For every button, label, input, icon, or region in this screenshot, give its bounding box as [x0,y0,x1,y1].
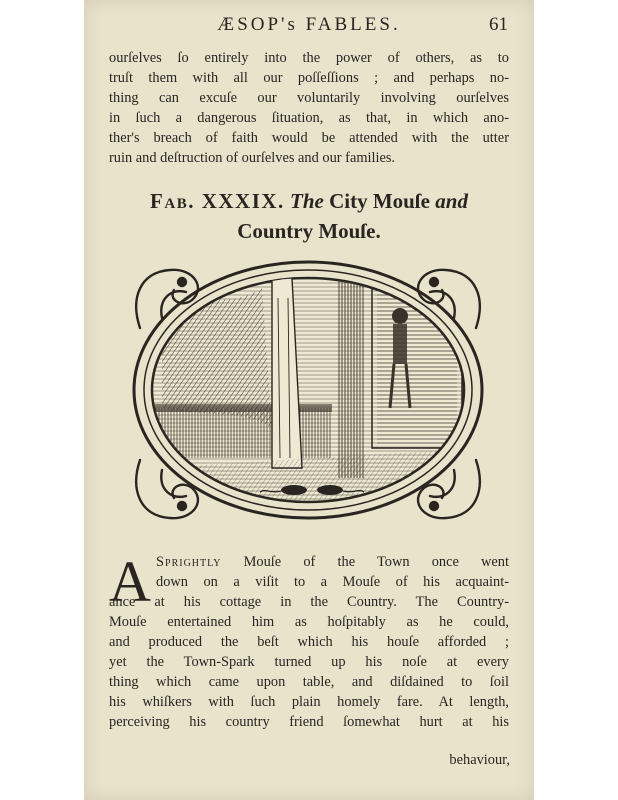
text-line: ruin and deſtruction of ourſelves and our families. [109,150,396,166]
text-line: his whiſkers with ſuch plain homely fare. At length, [109,694,509,710]
text-line: truſt them with all our poſſeſſions ; and perhaps no- [109,70,509,86]
page-number: 61 [489,14,508,35]
title-word: and [435,189,468,213]
text-line: ourſelves ſo entirely into the power of others, as to [109,50,509,66]
title-word: City Mouſe [329,189,431,213]
running-head: ÆSOP's FABLES. [217,14,401,35]
fable-heading [109,186,509,246]
text-line: perceiving his country friend ſomewhat hurt at his [109,714,509,730]
text-line: yet the Town-Spark turned up his noſe at every [109,654,509,670]
first-word: Sprightly [156,554,222,570]
title-line-2: Country Mouſe. [237,219,381,243]
text-line: ance at his cottage in the Country. The Country- [109,594,509,610]
woodcut-illustration [122,258,494,530]
text-line: and produced the beſt which his houſe afforded ; [109,634,509,650]
text-line: Mouſe entertained him as hoſpitably as he could, [109,614,509,630]
book-page [84,0,534,800]
text-line: thing can excuſe our voluntarily involving ourſelves [109,90,509,106]
intro-paragraph [109,48,509,168]
story-paragraph [109,549,509,732]
fable-number: Fab. XXXIX. [150,189,285,213]
text-line: in ſuch a dangerous ſituation, as that, in which ano- [109,110,509,126]
text-line [109,552,509,572]
title-word: The [290,189,324,213]
text-line: ther's breach of faith would be attended with the utter [109,130,509,146]
drop-cap: A [109,549,151,614]
catchword: behaviour, [449,752,510,768]
first-line-text: Mouſe of the Town once went [243,554,509,570]
text-line: down on a viſit to a Mouſe of his acquaint- [156,574,509,590]
text-line: thing which came upon table, and diſdained to ſoil [109,674,509,690]
page-header [84,14,534,40]
